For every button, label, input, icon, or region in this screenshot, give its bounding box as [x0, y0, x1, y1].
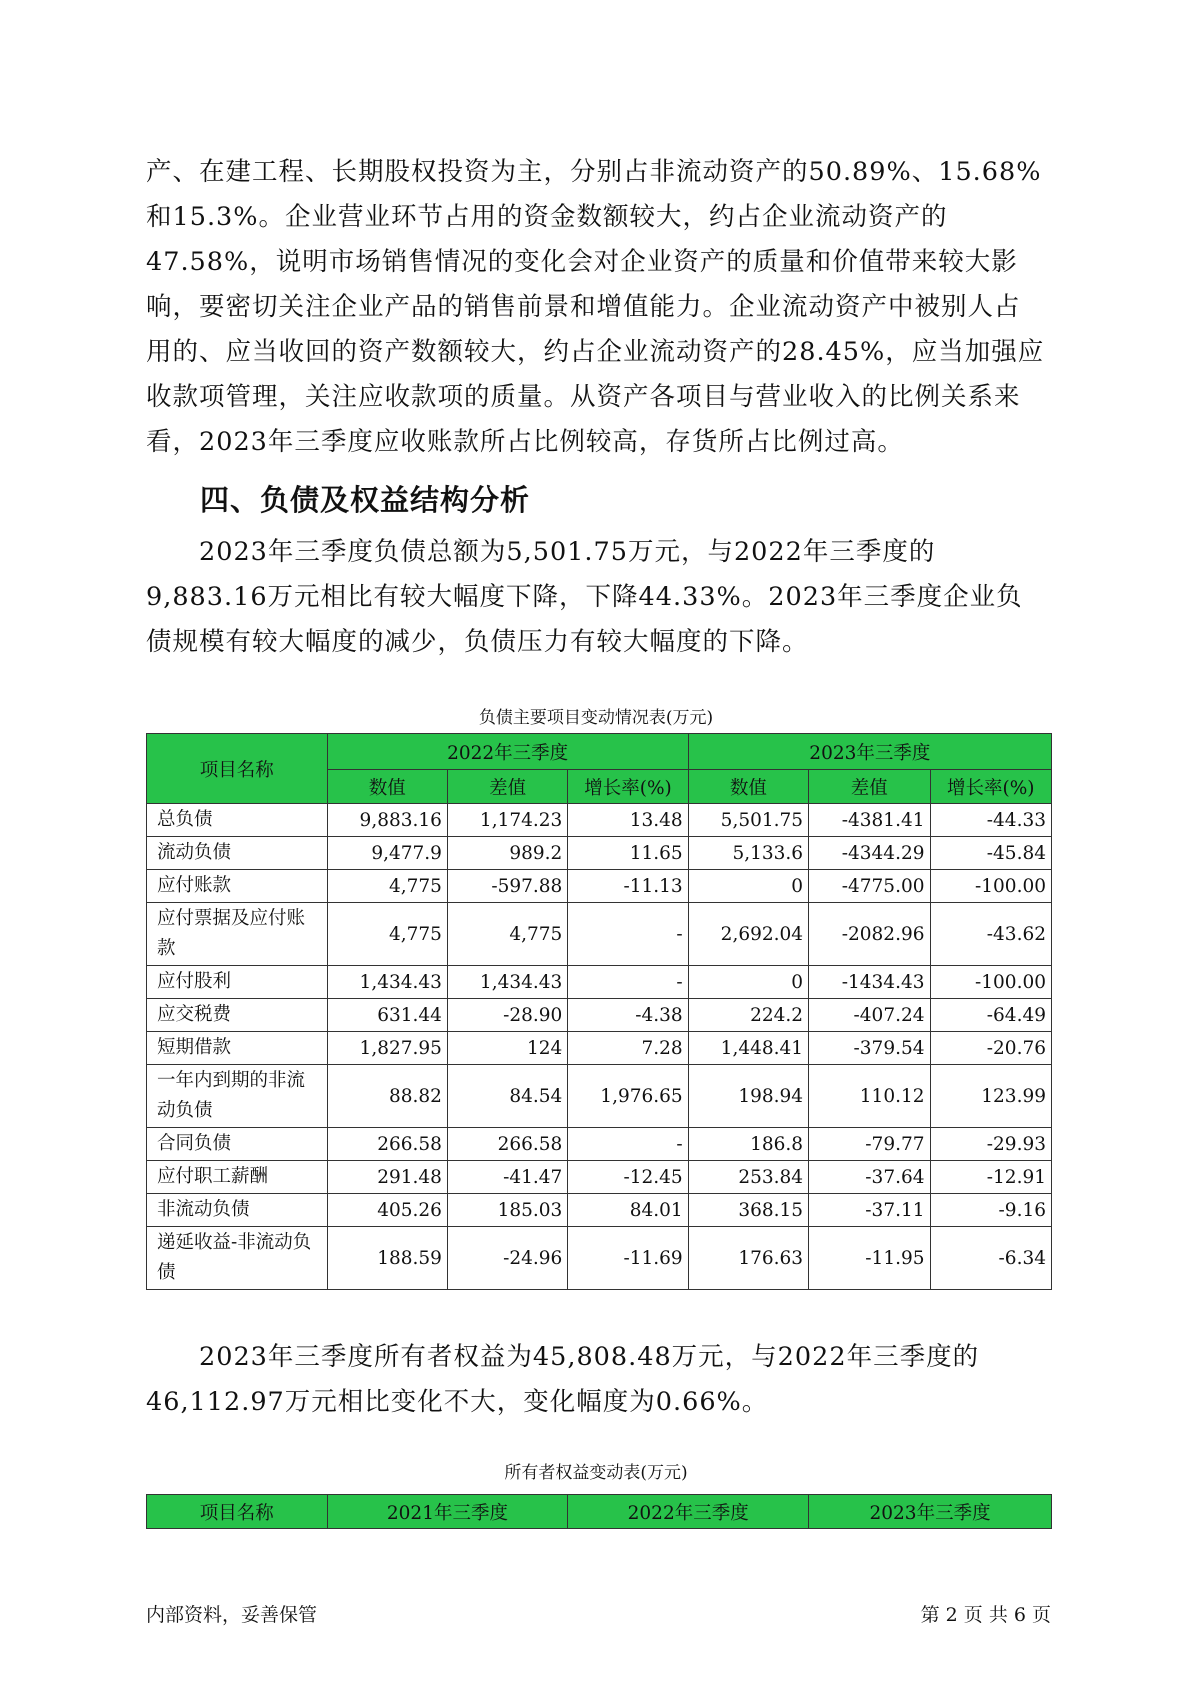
table-cell: 84.01	[568, 1194, 688, 1227]
table-cell: -11.69	[568, 1227, 688, 1290]
row-item-name: 非流动负债	[147, 1194, 328, 1227]
header-period-2023: 2023年三季度	[688, 734, 1051, 770]
table-cell: -28.90	[447, 999, 567, 1032]
subheader-growth: 增长率(%)	[930, 770, 1051, 804]
equity-table	[146, 1494, 1052, 1529]
table-cell: -45.84	[930, 837, 1051, 870]
table-row	[147, 1227, 1052, 1290]
table-row	[147, 903, 1052, 966]
table-row	[147, 1065, 1052, 1128]
table-cell: -43.62	[930, 903, 1051, 966]
row-item-name: 一年内到期的非流动负债	[147, 1065, 328, 1128]
footer-page-number: 第 2 页 共 6 页	[920, 1604, 1051, 1626]
table-cell: -11.95	[809, 1227, 930, 1290]
table-row	[147, 1128, 1052, 1161]
table-cell: 253.84	[688, 1161, 808, 1194]
table-cell: -4344.29	[809, 837, 930, 870]
table-cell: 631.44	[327, 999, 447, 1032]
table-cell: 368.15	[688, 1194, 808, 1227]
table-cell: 1,434.43	[327, 966, 447, 999]
row-item-name: 总负债	[147, 804, 328, 837]
table-cell: -37.11	[809, 1194, 930, 1227]
subheader-diff: 差值	[447, 770, 567, 804]
table-row	[147, 870, 1052, 903]
row-item-name: 合同负债	[147, 1128, 328, 1161]
table-cell: 4,775	[327, 870, 447, 903]
table-cell: 266.58	[327, 1128, 447, 1161]
table-cell: 185.03	[447, 1194, 567, 1227]
subheader-growth: 增长率(%)	[568, 770, 688, 804]
table-cell: 7.28	[568, 1032, 688, 1065]
table-cell: -2082.96	[809, 903, 930, 966]
table-cell: -79.77	[809, 1128, 930, 1161]
table-cell: 1,827.95	[327, 1032, 447, 1065]
table-cell: -11.13	[568, 870, 688, 903]
header-item-name: 项目名称	[147, 734, 328, 804]
table-cell: 186.8	[688, 1128, 808, 1161]
table-cell: 1,174.23	[447, 804, 567, 837]
table-cell: -4.38	[568, 999, 688, 1032]
table1-caption: 负债主要项目变动情况表(万元)	[478, 708, 714, 728]
table-cell: 1,448.41	[688, 1032, 808, 1065]
table-cell: 4,775	[327, 903, 447, 966]
subheader-value: 数值	[688, 770, 808, 804]
subheader-value: 数值	[327, 770, 447, 804]
table-cell: 198.94	[688, 1065, 808, 1128]
table-cell: -24.96	[447, 1227, 567, 1290]
table-cell: 124	[447, 1032, 567, 1065]
table-cell: -4381.41	[809, 804, 930, 837]
table-row	[147, 1194, 1052, 1227]
table-cell: 5,133.6	[688, 837, 808, 870]
table-cell: -6.34	[930, 1227, 1051, 1290]
table-cell: -44.33	[930, 804, 1051, 837]
table-row	[147, 966, 1052, 999]
table-cell: 291.48	[327, 1161, 447, 1194]
table-cell: 110.12	[809, 1065, 930, 1128]
table-cell: 84.54	[447, 1065, 567, 1128]
table-row	[147, 837, 1052, 870]
section-heading: 四、负债及权益结构分析	[200, 483, 531, 517]
table-cell: -1434.43	[809, 966, 930, 999]
table-cell: -379.54	[809, 1032, 930, 1065]
table-row	[147, 1161, 1052, 1194]
paragraph-equity-summary: 2023年三季度所有者权益为45,808.48万元，与2022年三季度的46,112.97万元相比变化不大，变化幅度为0.66%。	[146, 1342, 980, 1417]
table-cell: 266.58	[447, 1128, 567, 1161]
paragraph-liability-summary: 2023年三季度负债总额为5,501.75万元，与2022年三季度的9,883.16万元相比有较大幅度下降，下降44.33%。2023年三季度企业负债规模有较大幅度的减少，负债压力有较大幅度的下降。	[146, 537, 1023, 657]
table-cell: 11.65	[568, 837, 688, 870]
row-item-name: 应付票据及应付账款	[147, 903, 328, 966]
table-cell: 0	[688, 870, 808, 903]
subheader-diff: 差值	[809, 770, 930, 804]
paragraph-asset-structure: 产、在建工程、长期股权投资为主，分别占非流动资产的50.89%、15.68%和15.3%。企业营业环节占用的资金数额较大，约占企业流动资产的47.58%，说明市场销售情况的变化会对企业资产的质量和价值带来较大影响，要密切关注企业产品的销售前景和增值能力。企业流动资产中被别人占用的、应当收回的资产数额较大，约占企业流动资产的28.45%，应当加强应收款项管理，关注应收款项的质量。从资产各项目与营业收入的比例关系来看，2023年三季度应收账款所占比例较高，存货所占比例过高。	[146, 157, 1045, 457]
header-item-name: 项目名称	[147, 1495, 328, 1529]
table-cell: 9,477.9	[327, 837, 447, 870]
table-cell: -37.64	[809, 1161, 930, 1194]
row-item-name: 应付股利	[147, 966, 328, 999]
table-cell: -407.24	[809, 999, 930, 1032]
header-period-2022: 2022年三季度	[568, 1495, 809, 1529]
table-cell: -29.93	[930, 1128, 1051, 1161]
row-item-name: 递延收益-非流动负债	[147, 1227, 328, 1290]
table-row	[147, 1032, 1052, 1065]
table-cell: -12.91	[930, 1161, 1051, 1194]
table-cell: 224.2	[688, 999, 808, 1032]
table-cell: 1,976.65	[568, 1065, 688, 1128]
table-row	[147, 804, 1052, 837]
table-cell: -20.76	[930, 1032, 1051, 1065]
row-item-name: 应付账款	[147, 870, 328, 903]
table-cell: 1,434.43	[447, 966, 567, 999]
liability-table	[146, 733, 1052, 1290]
table-cell: 405.26	[327, 1194, 447, 1227]
table-cell: -4775.00	[809, 870, 930, 903]
row-item-name: 应付职工薪酬	[147, 1161, 328, 1194]
table-cell: 9,883.16	[327, 804, 447, 837]
table-cell: 88.82	[327, 1065, 447, 1128]
table-cell: -100.00	[930, 966, 1051, 999]
table-cell: 0	[688, 966, 808, 999]
table-cell: -64.49	[930, 999, 1051, 1032]
table-cell: -597.88	[447, 870, 567, 903]
row-item-name: 流动负债	[147, 837, 328, 870]
table-cell: 5,501.75	[688, 804, 808, 837]
table-cell: -12.45	[568, 1161, 688, 1194]
table-cell: 123.99	[930, 1065, 1051, 1128]
footer-confidential-note: 内部资料，妥善保管	[146, 1604, 318, 1626]
table-cell: -	[568, 1128, 688, 1161]
table-cell: -100.00	[930, 870, 1051, 903]
table-cell: 4,775	[447, 903, 567, 966]
table-row	[147, 999, 1052, 1032]
row-item-name: 短期借款	[147, 1032, 328, 1065]
table-cell: -	[568, 903, 688, 966]
table-cell: 176.63	[688, 1227, 808, 1290]
table2-caption: 所有者权益变动表(万元)	[504, 1463, 688, 1483]
table-cell: 188.59	[327, 1227, 447, 1290]
table-cell: -	[568, 966, 688, 999]
row-item-name: 应交税费	[147, 999, 328, 1032]
table-cell: 2,692.04	[688, 903, 808, 966]
table-cell: -41.47	[447, 1161, 567, 1194]
header-period-2023: 2023年三季度	[809, 1495, 1052, 1529]
table-cell: 13.48	[568, 804, 688, 837]
header-period-2022: 2022年三季度	[327, 734, 688, 770]
table-cell: -9.16	[930, 1194, 1051, 1227]
header-period-2021: 2021年三季度	[327, 1495, 568, 1529]
table-cell: 989.2	[447, 837, 567, 870]
